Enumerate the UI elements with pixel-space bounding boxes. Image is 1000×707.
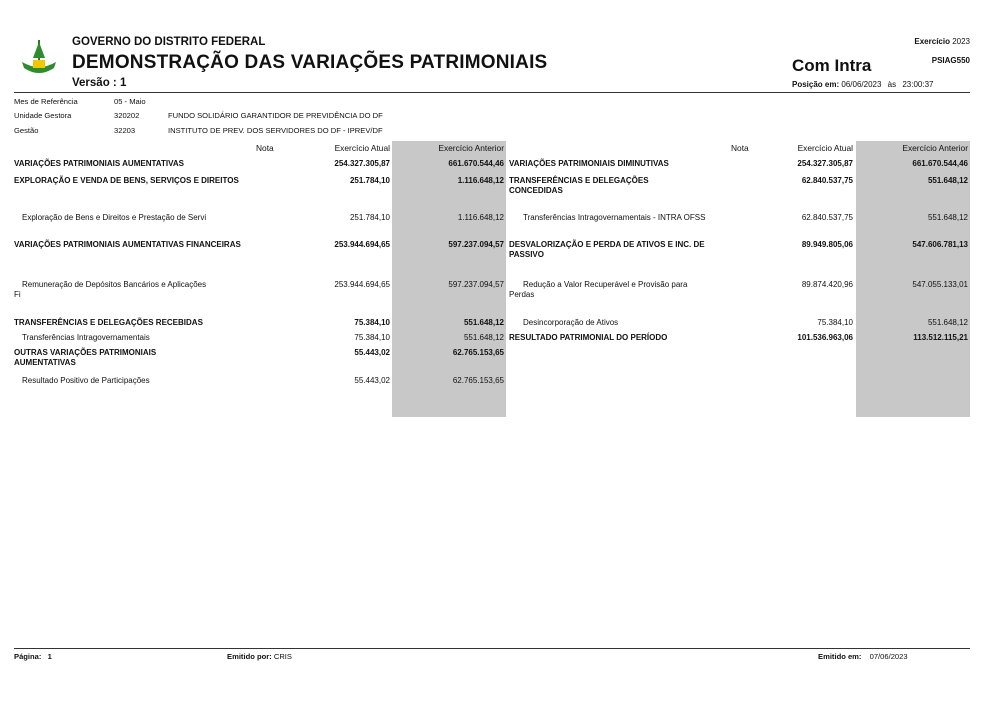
left-row-atual: 75.384,10 <box>354 333 390 342</box>
right-row-label: RESULTADO PATRIMONIAL DO PERÍODO <box>509 333 668 342</box>
right-row-label: Redução a Valor Recuperável e Provisão para Perdas <box>509 280 688 299</box>
emitido-em-label: Emitido em: <box>818 652 862 661</box>
left-row-anterior: 1.116.648,12 <box>457 213 504 222</box>
right-row-atual: 89.874.420,96 <box>801 280 853 289</box>
right-row-label: DESVALORIZAÇÃO E PERDA DE ATIVOS E INC. DE PASSIVO <box>509 240 705 259</box>
emitido-em-value: 07/06/2023 <box>869 652 908 661</box>
left-row-label: Remuneração de Depósitos Bancários e Aplicações Fi <box>14 280 207 299</box>
posicao-time: 23:00:37 <box>902 80 934 89</box>
left-row-anterior: 62.765.153,65 <box>452 348 504 357</box>
exercicio-value: 2023 <box>952 37 970 46</box>
left-row-label: Exploração de Bens e Direitos e Prestação de Servi <box>22 213 207 222</box>
ug-name: FUNDO SOLIDÁRIO GARANTIDOR DE PREVIDÊNCIA DO DF <box>168 111 383 120</box>
pagina <box>14 652 52 661</box>
left-row-label: Transferências Intragovernamentais <box>22 333 150 342</box>
exercicio <box>914 37 970 46</box>
right-row-label: Desincorporação de Ativos <box>523 318 619 327</box>
header-divider <box>14 92 970 93</box>
right-row-atual: 254.327.305,87 <box>797 159 853 168</box>
report-code: PSIAG550 <box>931 56 970 65</box>
com-intra-label: Com Intra <box>792 56 872 75</box>
right-row-anterior: 551.648,12 <box>927 176 968 185</box>
version-label: Versão : 1 <box>72 77 127 89</box>
left-row-atual: 55.443,02 <box>354 348 390 357</box>
emitido-por-label: Emitido por: <box>227 652 272 661</box>
report-title: DEMONSTRAÇÃO DAS VARIAÇÕES PATRIMONIAIS <box>72 52 548 73</box>
left-row-label: VARIAÇÕES PATRIMONIAIS AUMENTATIVAS <box>14 159 184 168</box>
left-row-atual: 251.784,10 <box>349 213 390 222</box>
left-row-anterior: 1.116.648,12 <box>457 176 504 185</box>
right-row-anterior: 661.670.544,46 <box>912 159 968 168</box>
right-row-atual: 75.384,10 <box>817 318 853 327</box>
pagina-label: Página: <box>14 652 42 661</box>
atual-header-left: Exercício Atual <box>334 143 390 153</box>
right-row-atual: 89.949.805,06 <box>801 240 853 249</box>
exercicio-label: Exercício <box>914 37 950 46</box>
left-row-label: Resultado Positivo de Participações <box>22 376 150 385</box>
left-row-label: OUTRAS VARIAÇÕES PATRIMONIAIS AUMENTATIVAS <box>14 348 157 367</box>
left-row-atual: 254.327.305,87 <box>334 159 390 168</box>
posicao <box>792 80 933 89</box>
posicao-date: 06/06/2023 <box>841 80 882 89</box>
right-row-atual: 62.840.537,75 <box>801 213 853 222</box>
as-label: às <box>887 80 897 89</box>
gestao-name: INSTITUTO DE PREV. DOS SERVIDORES DO DF - IPREV/DF <box>168 126 383 135</box>
anterior-header-left: Exercício Anterior <box>438 143 504 153</box>
right-row-anterior: 547.606.781,13 <box>912 240 968 249</box>
nota-header-left: Nota <box>256 143 274 153</box>
right-row-anterior: 547.055.133,01 <box>912 280 968 289</box>
right-row-label: VARIAÇÕES PATRIMONIAIS DIMINUTIVAS <box>509 159 669 168</box>
left-row-anterior: 62.765.153,65 <box>452 376 504 385</box>
footer-divider <box>14 648 970 649</box>
left-row-label: EXPLORAÇÃO E VENDA DE BENS, SERVIÇOS E DIREITOS <box>14 176 239 185</box>
right-row-atual: 62.840.537,75 <box>801 176 853 185</box>
left-row-anterior: 551.648,12 <box>463 333 504 342</box>
right-row-atual: 101.536.963,06 <box>797 333 853 342</box>
left-row-label: TRANSFERÊNCIAS E DELEGAÇÕES RECEBIDAS <box>14 318 203 327</box>
right-row-label: TRANSFERÊNCIAS E DELEGAÇÕES CONCEDIDAS <box>509 176 649 195</box>
left-row-atual: 251.784,10 <box>349 176 390 185</box>
mes-value: 05 - Maio <box>114 97 146 106</box>
ug-code: 320202 <box>114 111 140 120</box>
gestao-label: Gestão <box>14 126 39 135</box>
left-row-atual: 55.443,02 <box>354 376 390 385</box>
left-row-atual: 253.944.694,65 <box>334 240 390 249</box>
left-row-anterior: 551.648,12 <box>463 318 504 327</box>
gov-name: GOVERNO DO DISTRITO FEDERAL <box>72 36 266 48</box>
right-row-label: Transferências Intragovernamentais - INTRA OFSS <box>523 213 706 222</box>
left-row-anterior: 597.237.094,57 <box>448 240 504 249</box>
mes-label: Mes de Referência <box>14 97 78 106</box>
left-row-anterior: 597.237.094,57 <box>448 280 504 289</box>
gdf-logo <box>20 38 58 78</box>
emitido-por-value: CRIS <box>273 652 292 661</box>
gestao-code: 32203 <box>114 126 136 135</box>
left-row-anterior: 661.670.544,46 <box>448 159 504 168</box>
right-row-anterior: 551.648,12 <box>927 318 968 327</box>
emitido-por <box>227 652 292 661</box>
right-row-anterior: 113.512.115,21 <box>913 333 968 342</box>
posicao-label: Posição em: <box>792 80 840 89</box>
pagina-value: 1 <box>47 652 52 661</box>
ug-label: Unidade Gestora <box>14 111 72 120</box>
atual-header-right: Exercício Atual <box>797 143 853 153</box>
left-row-atual: 75.384,10 <box>354 318 390 327</box>
emitido-em <box>818 652 908 661</box>
right-row-anterior: 551.648,12 <box>927 213 968 222</box>
left-row-label: VARIAÇÕES PATRIMONIAIS AUMENTATIVAS FINANCEIRAS <box>14 240 241 249</box>
left-row-atual: 253.944.694,65 <box>334 280 390 289</box>
nota-header-right: Nota <box>731 143 749 153</box>
anterior-header-right: Exercício Anterior <box>902 143 968 153</box>
